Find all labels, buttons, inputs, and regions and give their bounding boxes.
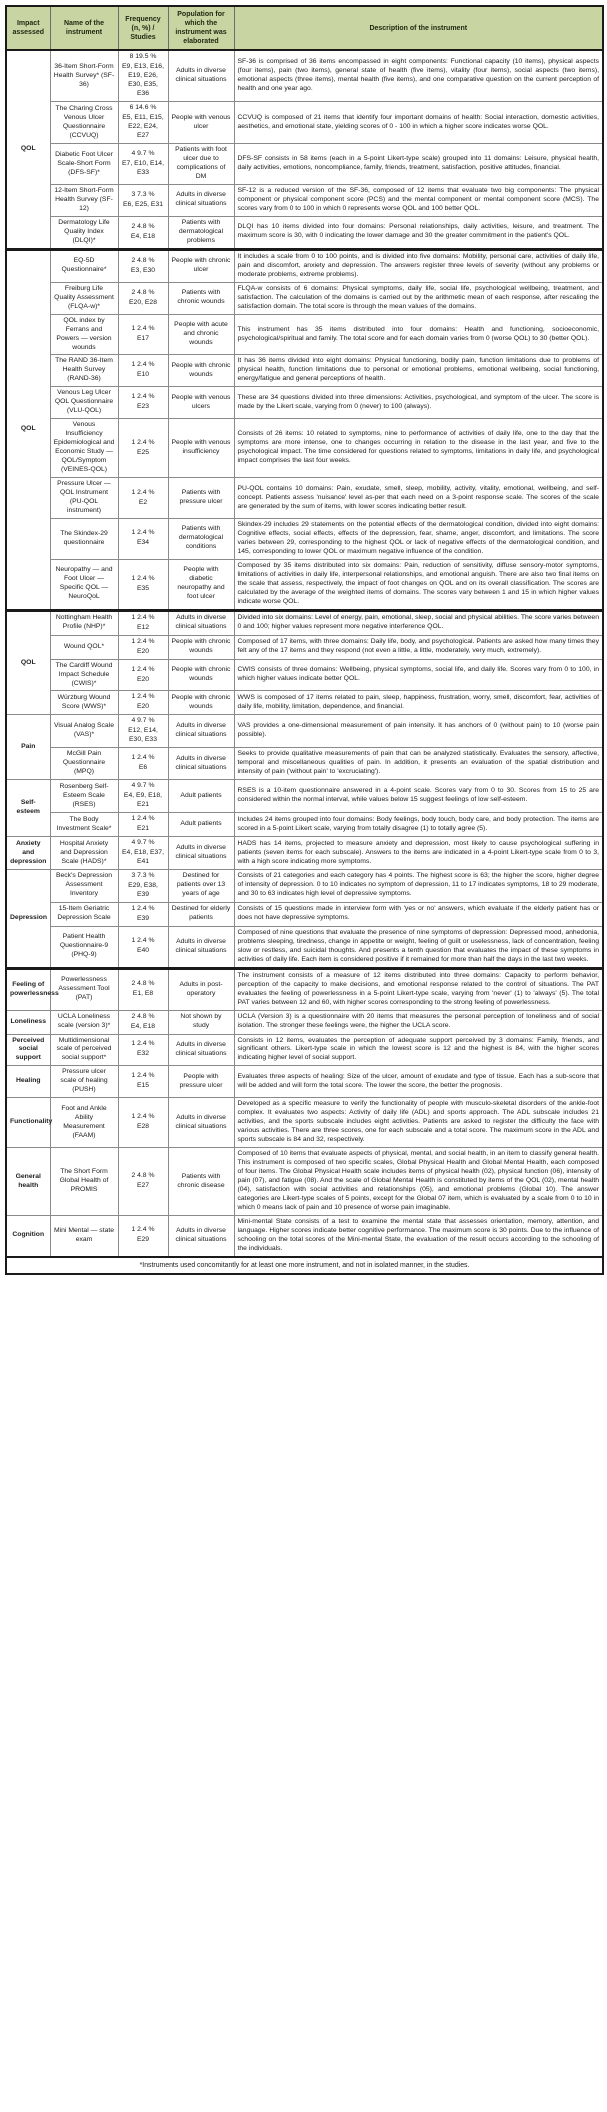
- population-cell: People with venous ulcer: [168, 102, 234, 144]
- frequency-value: 1 2.4 %: [131, 904, 155, 912]
- instrument-row: [6, 249, 603, 282]
- frequency-value: 1 2.4 %: [131, 754, 155, 762]
- impact-cell: QOL: [6, 249, 50, 610]
- studies-list: E4, E18: [130, 232, 156, 240]
- description-cell: Developed as a specific measure to verify the functionality of people with musculo-skeletal disorders of the ankle-foot complex. It evaluates two aspects: Activity of daily life (ADL) and sports approach. The ADL subscale includes 21 activities, and the sports subscale includes eight activities. Patients are asked to register the difficulty the face with various activities. There are three scores, one for each subscale and a total score. The maximum score in the ADL and sports subscale is 84 and 32, respectively.: [234, 1098, 603, 1148]
- impact-cell: Perceived social support: [6, 1034, 50, 1066]
- description-cell: SF-36 is comprised of 36 items encompassed in eight components: Functional capacity (10 items), physical aspects (four items), pain (two items), general state of health (five items), vitality (four items), social aspects (two items), emotional aspects (three items), mental health (five items), and one comparative question on the current perception of health and one year ago.: [234, 50, 603, 101]
- studies-list: E6: [138, 764, 148, 772]
- frequency-cell: [118, 659, 168, 691]
- impact-cell: Loneliness: [6, 1010, 50, 1034]
- instrument-name-cell: Venous Leg Ulcer QOL Questionnaire (VLU-QOL): [50, 387, 118, 419]
- column-header-5: Description of the instrument: [234, 6, 603, 50]
- studies-list: E15: [136, 1082, 150, 1090]
- instrument-row: [6, 926, 603, 968]
- studies-list: E4, E9, E18, E21: [123, 792, 163, 809]
- population-cell: Patients with chronic disease: [168, 1148, 234, 1216]
- frequency-cell: [118, 926, 168, 968]
- frequency-cell: [118, 1034, 168, 1066]
- footnote-row: [6, 1257, 603, 1274]
- studies-list: E39: [136, 914, 150, 922]
- impact-cell: QOL: [6, 610, 50, 715]
- frequency-value: 1 2.4 %: [131, 613, 155, 621]
- description-cell: Consists of 15 questions made in interview form with 'yes or no' answers, which evaluate if the elderly patient has or does not have depressive symptoms.: [234, 902, 603, 926]
- frequency-value: 1 2.4 %: [131, 637, 155, 645]
- population-cell: Adult patients: [168, 813, 234, 837]
- description-cell: Mini-mental State consists of a test to examine the mental state that assesses orientation, memory, attention, and language. Higher scores indicate better cognitive performance. The maximum score is 30 points. Due to the influence of schooling on the total scores of the Mini-mental State, the evaluation of the result occurs according to the schooling of the individuals.: [234, 1215, 603, 1256]
- column-header-3: Frequency (n, %) / Studies: [118, 6, 168, 50]
- population-cell: People with chronic wounds: [168, 355, 234, 387]
- impact-cell: Pain: [6, 715, 50, 780]
- frequency-cell: [118, 748, 168, 780]
- instrument-row: [6, 50, 603, 101]
- population-cell: Adults in diverse clinical situations: [168, 610, 234, 635]
- population-cell: Patients with pressure ulcer: [168, 478, 234, 519]
- frequency-cell: [118, 691, 168, 715]
- instrument-row: [6, 691, 603, 715]
- instrument-row: [6, 1034, 603, 1066]
- column-header-2: Name of the instrument: [50, 6, 118, 50]
- frequency-cell: [118, 314, 168, 355]
- frequency-value: 1 2.4 %: [131, 574, 155, 582]
- frequency-value: 1 2.4 %: [131, 361, 155, 369]
- population-cell: People with chronic wounds: [168, 635, 234, 659]
- table-footer: [6, 1257, 603, 1274]
- impact-cell: Healing: [6, 1066, 50, 1098]
- instrument-name-cell: Venous Insufficiency Epidemiological and Economic Study — QOL/Symptom (VEINES-QOL): [50, 419, 118, 478]
- instrument-name-cell: Visual Analog Scale (VAS)*: [50, 715, 118, 748]
- frequency-cell: [118, 144, 168, 185]
- description-cell: This instrument has 35 items distributed into four domains: Health and functioning, socioeconomic, psychological/spiritual and family. The total score and for each domain varies from 0 (worse QOL) to 30 (better QOL).: [234, 314, 603, 355]
- header-row: [6, 6, 603, 50]
- population-cell: Adults in post-operatory: [168, 968, 234, 1010]
- population-cell: Adults in diverse clinical situations: [168, 1215, 234, 1256]
- description-cell: Composed of 17 items, with three domains: Daily life, body, and psychological. Patients are asked how many times they felt any of the 17 items and they respond (not even a little, a little, moderately, very much, extremely).: [234, 635, 603, 659]
- frequency-cell: [118, 1066, 168, 1098]
- instrument-name-cell: The RAND 36-Item Health Survey (RAND-36): [50, 355, 118, 387]
- description-cell: VAS provides a one-dimensional measurement of pain intensity. It has anchors of 0 (without pain) to 10 (worse pain possible).: [234, 715, 603, 748]
- population-cell: Adults in diverse clinical situations: [168, 50, 234, 101]
- instrument-row: [6, 715, 603, 748]
- population-cell: People with pressure ulcer: [168, 1066, 234, 1098]
- frequency-cell: [118, 50, 168, 101]
- frequency-value: 2 4.8 %: [131, 980, 155, 988]
- frequency-cell: [118, 102, 168, 144]
- instrument-row: [6, 780, 603, 813]
- frequency-cell: [118, 518, 168, 559]
- frequency-value: 3 7.3 %: [131, 190, 155, 198]
- instrument-row: [6, 869, 603, 902]
- frequency-value: 8 19.5 %: [129, 53, 157, 61]
- studies-list: E25: [136, 448, 150, 456]
- instrument-row: [6, 635, 603, 659]
- frequency-value: 1 2.4 %: [131, 438, 155, 446]
- description-cell: These are 34 questions divided into three dimensions: Activities, psychological, and symptom of the ulcer. The score is made by the Likert scale, varying from 0 (never) to 100 (always).: [234, 387, 603, 419]
- instrument-row: [6, 144, 603, 185]
- table-header: [6, 6, 603, 50]
- studies-list: E10: [136, 371, 150, 379]
- impact-cell: Functionality: [6, 1098, 50, 1148]
- instrument-name-cell: Diabetic Foot Ulcer Scale-Short Form (DFS-SF)*: [50, 144, 118, 185]
- frequency-value: 2 4.8 %: [131, 1172, 155, 1180]
- instrument-name-cell: Beck's Depression Assessment Inventory: [50, 869, 118, 902]
- footnote: *Instruments used concomitantly for at least one more instrument, and not in isolated manner, in the studies.: [6, 1257, 603, 1274]
- instruments-table: [5, 5, 604, 1275]
- population-cell: Adults in diverse clinical situations: [168, 926, 234, 968]
- frequency-cell: [118, 1098, 168, 1148]
- studies-list: E20: [136, 675, 150, 683]
- description-cell: PU-QOL contains 10 domains: Pain, exudate, smell, sleep, mobility, activity, vitality, emotional, wellbeing, and self-concept. Patients assess 'nuisance' level as-per that each need on a 3-point response scale. The scores of the scale are generated by the sum of items, with lower scores indicating better result.: [234, 478, 603, 519]
- instrument-name-cell: The Skindex-29 questionnaire: [50, 518, 118, 559]
- population-cell: Adults in diverse clinical situations: [168, 748, 234, 780]
- studies-list: E4, E18: [130, 1022, 156, 1030]
- studies-list: E40: [136, 947, 150, 955]
- instrument-row: [6, 559, 603, 610]
- population-cell: Adults in diverse clinical situations: [168, 837, 234, 870]
- instrument-name-cell: Multidimensional scale of perceived social support*: [50, 1034, 118, 1066]
- frequency-value: 1 2.4 %: [131, 1226, 155, 1234]
- table-body: [6, 50, 603, 1256]
- instrument-name-cell: Freiburg Life Quality Assessment (FLQA-w)*: [50, 282, 118, 314]
- population-cell: People with venous ulcers: [168, 387, 234, 419]
- instrument-name-cell: EQ-5D Questionnaire*: [50, 249, 118, 282]
- population-cell: People with chronic wounds: [168, 659, 234, 691]
- column-header-1: Impact assessed: [6, 6, 50, 50]
- instrument-row: [6, 102, 603, 144]
- frequency-cell: [118, 715, 168, 748]
- description-cell: WWS is composed of 17 items related to pain, sleep, happiness, frustration, worry, smell, discomfort, fear, activities of daily life, mobility, limitation, dependence, and financial.: [234, 691, 603, 715]
- description-cell: DLQI has 10 items divided into four domains: Personal relationships, daily activities, leisure, and treatment. The maximum score is 30, with 0 indicating the lower damage and 30 the greater commitment in the patient's QOL.: [234, 216, 603, 249]
- instrument-name-cell: The Body Investment Scale*: [50, 813, 118, 837]
- frequency-value: 1 2.4 %: [131, 529, 155, 537]
- frequency-cell: [118, 559, 168, 610]
- frequency-value: 2 4.8 %: [131, 256, 155, 264]
- description-cell: FLQA-w consists of 6 domains: Physical symptoms, daily life, social life, psychological wellbeing, treatment, and satisfaction. The calculation of the domains is carried out by the arithmetic mean of each response, after rescaling the satisfaction domain. The total score is through the mean values of the domains.: [234, 282, 603, 314]
- frequency-cell: [118, 184, 168, 216]
- instrument-row: [6, 968, 603, 1010]
- instrument-name-cell: Powerlessness Assessment Tool (PAT): [50, 968, 118, 1010]
- frequency-value: 1 2.4 %: [131, 815, 155, 823]
- frequency-value: 1 2.4 %: [131, 325, 155, 333]
- instrument-row: [6, 610, 603, 635]
- instrument-name-cell: 12-Item Short-Form Health Survey (SF-12): [50, 184, 118, 216]
- studies-list: E29, E38, E39: [128, 881, 158, 898]
- studies-list: E17: [136, 335, 150, 343]
- instrument-row: [6, 518, 603, 559]
- frequency-cell: [118, 635, 168, 659]
- instrument-row: [6, 387, 603, 419]
- studies-list: E20: [136, 647, 150, 655]
- description-cell: The instrument consists of a measure of 12 items distributed into three domains: Capacity to perform behavior, perception of the capacity to make decisions, and emotional response related to the control of situations. The PAT evaluates the feeling of powerlessness in a 5-point Likert-type scale, varying from 'never' (1) to 'always' (5). The total PAT varies between 12 and 60, with higher scores corresponding to the strong feeling of powerlessness.: [234, 968, 603, 1010]
- instrument-name-cell: Rosenberg Self-Esteem Scale (RSES): [50, 780, 118, 813]
- instrument-name-cell: Dermatology Life Quality Index (DLQI)*: [50, 216, 118, 249]
- population-cell: Adults in diverse clinical situations: [168, 715, 234, 748]
- description-cell: It has 36 items divided into eight domains: Physical functioning, bodily pain, function limitations due to problems of physical health, function limitations due to personal or emotional problems, emotional wellbeing, social functioning, energy/fatigue and general perceptions of health.: [234, 355, 603, 387]
- frequency-cell: [118, 813, 168, 837]
- frequency-value: 4 9.7 %: [131, 782, 155, 790]
- frequency-value: 4 9.7 %: [131, 150, 155, 158]
- frequency-cell: [118, 387, 168, 419]
- population-cell: People with acute and chronic wounds: [168, 314, 234, 355]
- instrument-row: [6, 1066, 603, 1098]
- population-cell: Not shown by study: [168, 1010, 234, 1034]
- impact-cell: Self-esteem: [6, 780, 50, 837]
- studies-list: E3, E30: [130, 266, 156, 274]
- instrument-name-cell: Foot and Ankle Ability Measurement (FAAM): [50, 1098, 118, 1148]
- frequency-cell: [118, 282, 168, 314]
- description-cell: HADS has 14 items, projected to measure anxiety and depression, most likely to cause psychological suffering in patients (seven items for each subscale). Answers to the items are indicated in a 4-point Likert-type scale from 0 to 3, with a high score indicating more symptoms.: [234, 837, 603, 870]
- impact-cell: Feeling of powerlessness: [6, 968, 50, 1010]
- instrument-name-cell: The Charing Cross Venous Ulcer Questionnaire (CCVUQ): [50, 102, 118, 144]
- population-cell: Patients with dermatological conditions: [168, 518, 234, 559]
- instrument-row: [6, 813, 603, 837]
- instrument-name-cell: Wound QOL*: [50, 635, 118, 659]
- population-cell: People with diabetic neuropathy and foot ulcer: [168, 559, 234, 610]
- frequency-value: 3 7.3 %: [131, 871, 155, 879]
- instrument-name-cell: UCLA Loneliness scale (version 3)*: [50, 1010, 118, 1034]
- frequency-value: 1 2.4 %: [131, 937, 155, 945]
- frequency-value: 1 2.4 %: [131, 665, 155, 673]
- studies-list: E20: [136, 703, 150, 711]
- studies-list: E2: [138, 498, 148, 506]
- frequency-value: 2 4.8 %: [131, 288, 155, 296]
- frequency-cell: [118, 780, 168, 813]
- impact-cell: Cognition: [6, 1215, 50, 1256]
- instrument-name-cell: 15-Item Geriatric Depression Scale: [50, 902, 118, 926]
- studies-list: E23: [136, 403, 150, 411]
- instrument-row: [6, 216, 603, 249]
- frequency-value: 6 14.6 %: [129, 104, 157, 112]
- studies-list: E32: [136, 1050, 150, 1058]
- impact-cell: Anxiety and depression: [6, 837, 50, 870]
- frequency-cell: [118, 1148, 168, 1216]
- description-cell: Consists of 21 categories and each category has 4 points. The highest score is 63; the higher the score, higher degree of intensity of depression. 0 to 10 indicates no symptom of depression, 11 to 17 indicates symptoms, 18 to 29 moderate, and 30 to 63 indicates high level of depressive symptoms.: [234, 869, 603, 902]
- description-cell: Skindex-29 includes 29 statements on the potential effects of the dermatological condition, divided into eight domains: Cognitive effects, social effects, effects of the depression, fear, shame, anger, discomfort, and limitations. The score varies between 29, corresponding to the highest QOL or lack of negative effects of the dermatological condition, and 145, corresponding to lower QOL or maximum negative influence of the condition.: [234, 518, 603, 559]
- instrument-row: [6, 355, 603, 387]
- impact-cell: Depression: [6, 869, 50, 968]
- studies-list: E29: [136, 1236, 150, 1244]
- frequency-cell: [118, 610, 168, 635]
- frequency-cell: [118, 902, 168, 926]
- impact-cell: QOL: [6, 50, 50, 249]
- studies-list: E27: [136, 1182, 150, 1190]
- instrument-row: [6, 902, 603, 926]
- instrument-row: [6, 478, 603, 519]
- studies-list: E9, E13, E16, E19, E26, E30, E35, E36: [122, 63, 164, 98]
- studies-list: E20, E28: [129, 298, 157, 306]
- frequency-value: 4 9.7 %: [131, 839, 155, 847]
- description-cell: CWIS consists of three domains: Wellbeing, physical symptoms, social life, and daily life. Scores vary from 0 to 100, in which higher values indicate better QOL.: [234, 659, 603, 691]
- instrument-name-cell: Patient Health Questionnaire-9 (PHQ-9): [50, 926, 118, 968]
- instrument-name-cell: Würzburg Wound Score (WWS)*: [50, 691, 118, 715]
- frequency-cell: [118, 968, 168, 1010]
- instrument-name-cell: McGill Pain Questionnaire (MPQ): [50, 748, 118, 780]
- frequency-cell: [118, 837, 168, 870]
- description-cell: Evaluates three aspects of healing: Size of the ulcer, amount of exudate and type of tissue. Each has a sub-score that will be added and will form the total score. The lower the score, the better the prognosis.: [234, 1066, 603, 1098]
- studies-list: E1, E8: [132, 990, 154, 998]
- frequency-value: 1 2.4 %: [131, 1072, 155, 1080]
- frequency-cell: [118, 419, 168, 478]
- description-cell: Composed of 10 items that evaluate aspects of physical, mental, and social health, in an item to classify general health. This instrument is composed of two specific scales, Global Physical Health and Global Mental Health, each composed of four items. The Global Physical Health scale includes items of physical health (02), physical function (06), intensity of pain (07), and fatigue (08). And the scale of Global Mental Health is constituted by items of the QOL (02), mental health (04), satisfaction with social activities and relationships (05), and emotional problems (Global 10). The answer categories are Likert-type scales of 5 points, except for the Global 07 item, which is evaluated by a scale from 0 to 10 in which 0 means lack of pain and 10 presence of worse pain imaginable.: [234, 1148, 603, 1216]
- instrument-name-cell: 36-Item Short-Form Health Survey* (SF-36): [50, 50, 118, 101]
- instrument-row: [6, 748, 603, 780]
- description-cell: RSES is a 10-item questionnaire answered in a 4-point scale. Scores vary from 0 to 30. Scores from 15 to 25 are considered within the normal interval, while values below 15 suggest feelings of low self-esteem.: [234, 780, 603, 813]
- column-header-4: Population for which the instrument was elaborated: [168, 6, 234, 50]
- frequency-cell: [118, 1010, 168, 1034]
- instrument-row: [6, 1148, 603, 1216]
- description-cell: Composed of nine questions that evaluate the presence of nine symptoms of depression: Depressed mood, anhedonia, problems sleeping, tiredness, change in appetite or weight, feeling of guilt or uselessness, lack of concentration, feeling slow or restless, and suicidal thoughts. And presents a tenth question that evaluates the impact of these symptoms in activities of daily life. Each item is considered positive if it remained for more than half the days in the last two weeks.: [234, 926, 603, 968]
- population-cell: Patients with chronic wounds: [168, 282, 234, 314]
- instrument-name-cell: Pressure Ulcer — QOL Instrument (PU-QOL instrument): [50, 478, 118, 519]
- frequency-cell: [118, 869, 168, 902]
- population-cell: Adults in diverse clinical situations: [168, 1098, 234, 1148]
- instrument-name-cell: The Short Form Global Health of PROMIS: [50, 1148, 118, 1216]
- description-cell: Consists in 12 items, evaluates the perception of adequate support perceived by 3 domains: Family, friends, and significant others. Likert-type scale in which the lowest score is 12 and the highest is 84, with the higher scores indicating higher level of social support.: [234, 1034, 603, 1066]
- studies-list: E28: [136, 1123, 150, 1131]
- studies-list: E5, E11, E15, E22, E24, E27: [122, 114, 164, 140]
- instrument-row: [6, 314, 603, 355]
- description-cell: Includes 24 items grouped into four domains: Body feelings, body touch, body care, and body protection. The items are scored in a 5-point Likert scale, varying from totally disagree (1) to totally agree (5).: [234, 813, 603, 837]
- instrument-row: [6, 184, 603, 216]
- description-cell: SF-12 is a reduced version of the SF-36, composed of 12 items that evaluate two big components: The physical component or physical component score (PCS) and the mental component or mental component score (MCS). The scores vary from 0 to 100 in which 0 represents worse QOL and 100 better QOL.: [234, 184, 603, 216]
- studies-list: E34: [136, 539, 150, 547]
- population-cell: Adult patients: [168, 780, 234, 813]
- instrument-name-cell: Pressure ulcer scale of healing (PUSH): [50, 1066, 118, 1098]
- population-cell: Patients with foot ulcer due to complications of DM: [168, 144, 234, 185]
- frequency-value: 1 2.4 %: [131, 693, 155, 701]
- frequency-value: 1 2.4 %: [131, 1113, 155, 1121]
- studies-list: E12, E14, E30, E33: [128, 727, 158, 744]
- frequency-cell: [118, 355, 168, 387]
- frequency-value: 1 2.4 %: [131, 488, 155, 496]
- population-cell: Adults in diverse clinical situations: [168, 184, 234, 216]
- frequency-value: 2 4.8 %: [131, 222, 155, 230]
- population-cell: Destined for elderly patients: [168, 902, 234, 926]
- instrument-row: [6, 659, 603, 691]
- frequency-value: 4 9.7 %: [131, 717, 155, 725]
- instrument-row: [6, 1010, 603, 1034]
- description-cell: CCVUQ is composed of 21 items that identify four important domains of health: Social interaction, domestic activities, aesthetics, and emotional state, yielding scores of 0 - 100 in which a higher score indicates worse QOL.: [234, 102, 603, 144]
- frequency-cell: [118, 249, 168, 282]
- instrument-name-cell: Neuropathy — and Foot Ulcer — Specific QOL — NeuroQoL: [50, 559, 118, 610]
- description-cell: It includes a scale from 0 to 100 points, and is divided into five domains: Mobility, personal care, activities of daily life, pain and discomfort, anxiety and depression. The answers register three levels of severity (without any problems or moderate problems, extreme problems).: [234, 249, 603, 282]
- instrument-row: [6, 419, 603, 478]
- population-cell: People with chronic wounds: [168, 691, 234, 715]
- description-cell: Composed by 35 items distributed into six domains: Pain, reduction of sensitivity, diffuse sensory-motor symptoms, limitations of activities in daily life, interpersonal relationships, and emotional anguish. There are also two final items on the scale that assess, respectively, the impact of foot changes on QOL and on its overall classification. The scores are calculated by the average of the weighted items of domains. The scores vary between 1 and 15 in which higher values indicate worse QOL.: [234, 559, 603, 610]
- instrument-name-cell: Hospital Anxiety and Depression Scale (HADS)*: [50, 837, 118, 870]
- frequency-cell: [118, 216, 168, 249]
- population-cell: Patients with dermatological problems: [168, 216, 234, 249]
- population-cell: Destined for patients over 13 years of age: [168, 869, 234, 902]
- frequency-value: 2 4.8 %: [131, 1012, 155, 1020]
- studies-list: E4, E18, E37, E41: [122, 849, 164, 865]
- studies-list: E35: [136, 584, 150, 592]
- instrument-row: [6, 282, 603, 314]
- studies-list: E6, E25, E31: [122, 200, 164, 208]
- population-cell: People with chronic ulcer: [168, 249, 234, 282]
- instrument-row: [6, 1098, 603, 1148]
- frequency-value: 1 2.4 %: [131, 1040, 155, 1048]
- frequency-cell: [118, 478, 168, 519]
- studies-list: E7, E10, E14, E33: [122, 160, 164, 177]
- population-cell: People with venous insufficiency: [168, 419, 234, 478]
- description-cell: UCLA (Version 3) is a questionnaire with 20 items that measures the personal perception of loneliness and of social isolation. The stronger these feelings were, the higher the UCLA score.: [234, 1010, 603, 1034]
- description-cell: DFS-SF consists in 58 items (each in a 5-point Likert-type scale) grouped into 11 domains: Leisure, physical health, daily activities, emotions, noncompliance, family, friends, treatment, satisfaction, positive attitudes, financial.: [234, 144, 603, 185]
- instrument-row: [6, 837, 603, 870]
- description-cell: Consists of 26 items: 10 related to symptoms, nine to performance of activities of daily life, one to the day that the symptoms are more intense, one to changes occurring in relation to the disease in the last year, and five to the psychological impact. The time considered for questions related to symptoms, limitations in daily life, and psychological impact comprises the last four weeks.: [234, 419, 603, 478]
- description-cell: Seeks to provide qualitative measurements of pain that can be analyzed statistically. Evaluates the sensory, affective, temporal and miscellaneous qualities of pain. In addition, it presents an evaluation of the spatial distribution and intensity of pain ('without pain' to 'excruciating').: [234, 748, 603, 780]
- frequency-cell: [118, 1215, 168, 1256]
- studies-list: E12: [136, 623, 150, 631]
- population-cell: Adults in diverse clinical situations: [168, 1034, 234, 1066]
- studies-list: E21: [136, 825, 150, 833]
- instrument-row: [6, 1215, 603, 1256]
- frequency-value: 1 2.4 %: [131, 393, 155, 401]
- instrument-name-cell: The Cardiff Wound Impact Schedule (CWIS)*: [50, 659, 118, 691]
- description-cell: Divided into six domains: Level of energy, pain, emotional, sleep, social and physical abilities. The score varies between 0 and 100; higher values represent more negative interference QOL.: [234, 610, 603, 635]
- instrument-name-cell: Mini Mental — state exam: [50, 1215, 118, 1256]
- instrument-name-cell: Nottingham Health Profile (NHP)*: [50, 610, 118, 635]
- impact-cell: General health: [6, 1148, 50, 1216]
- instrument-name-cell: QOL index by Ferrans and Powers — version wounds: [50, 314, 118, 355]
